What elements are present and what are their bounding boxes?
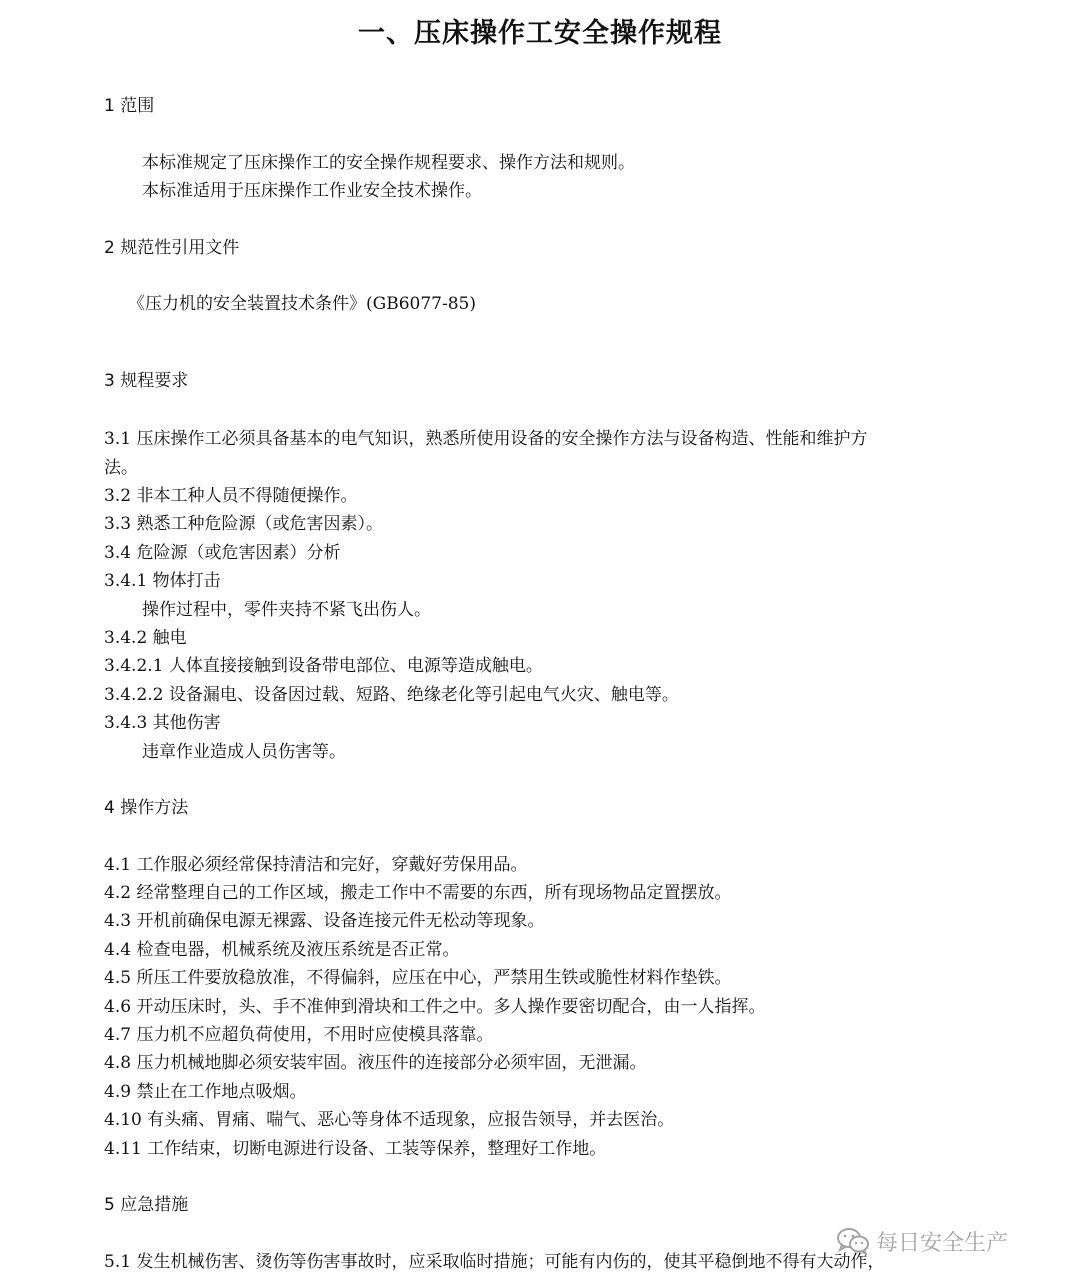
watermark bbox=[836, 1224, 1008, 1258]
clause: 4.4 检查电器，机械系统及液压系统是否正常。 bbox=[104, 940, 460, 960]
clause: 4.3 开机前确保电源无裸露、设备连接元件无松动等现象。 bbox=[104, 911, 545, 931]
clause-detail: 违章作业造成人员伤害等。 bbox=[142, 742, 346, 762]
clause: 4.11 工作结束，切断电源进行设备、工装等保养，整理好工作地。 bbox=[104, 1139, 607, 1159]
clause: 3.4.2.1 人体直接接触到设备带电部位、电源等造成触电。 bbox=[104, 656, 543, 676]
paragraph: 本标准适用于压床操作工作业安全技术操作。 bbox=[142, 181, 482, 201]
clause: 3.4 危险源（或危害因素）分析 bbox=[104, 543, 341, 563]
clause: 法。 bbox=[104, 458, 138, 478]
clause: 3.1 压床操作工必须具备基本的电气知识，熟悉所使用设备的安全操作方法与设备构造、性能和维护方 bbox=[104, 429, 868, 449]
clause: 4.2 经常整理自己的工作区域，搬走工作中不需要的东西，所有现场物品定置摆放。 bbox=[104, 883, 732, 903]
clause: 3.4.3 其他伤害 bbox=[104, 713, 221, 733]
section-heading-references: 2 规范性引用文件 bbox=[104, 238, 240, 258]
watermark-text: 每日安全生产 bbox=[876, 1230, 1009, 1256]
clause: 4.1 工作服必须经常保持清洁和完好，穿戴好劳保用品。 bbox=[104, 855, 528, 875]
clause: 4.7 压力机不应超负荷使用，不用时应使模具落靠。 bbox=[104, 1025, 494, 1045]
section-heading-requirements: 3 规程要求 bbox=[104, 371, 189, 391]
clause: 3.3 熟悉工种危险源（或危害因素）。 bbox=[104, 514, 383, 534]
document-title: 一、压床操作工安全操作规程 bbox=[358, 18, 722, 49]
clause: 3.4.2.2 设备漏电、设备因过载、短路、绝缘老化等引起电气火灾、触电等。 bbox=[104, 685, 679, 705]
section-heading-methods: 4 操作方法 bbox=[104, 798, 189, 818]
section-heading-scope: 1 范围 bbox=[104, 96, 155, 116]
clause: 3.4.2 触电 bbox=[104, 628, 187, 648]
clause: 5.1 发生机械伤害、烫伤等伤害事故时，应采取临时措施；可能有内伤的，使其平稳倒地不得有大动作， bbox=[104, 1252, 885, 1272]
section-heading-emergency: 5 应急措施 bbox=[104, 1195, 189, 1215]
reference-item: 《压力机的安全装置技术条件》(GB6077-85) bbox=[128, 294, 476, 314]
clause: 4.10 有头痛、胃痛、喘气、恶心等身体不适现象，应报告领导，并去医治。 bbox=[104, 1110, 675, 1130]
clause: 4.6 开动压床时，头、手不准伸到滑块和工件之中。多人操作要密切配合，由一人指挥。 bbox=[104, 997, 766, 1017]
clause: 3.2 非本工种人员不得随便操作。 bbox=[104, 486, 358, 506]
clause: 3.4.1 物体打击 bbox=[104, 571, 221, 591]
wechat-icon bbox=[836, 1227, 870, 1255]
clause: 4.5 所压工件要放稳放准，不得偏斜，应压在中心，严禁用生铁或脆性材料作垫铁。 bbox=[104, 968, 732, 988]
clause-detail: 操作过程中，零件夹持不紧飞出伤人。 bbox=[142, 600, 431, 620]
clause: 4.9 禁止在工作地点吸烟。 bbox=[104, 1082, 307, 1102]
paragraph: 本标准规定了压床操作工的安全操作规程要求、操作方法和规则。 bbox=[142, 153, 635, 173]
clause: 4.8 压力机械地脚必须安装牢固。液压件的连接部分必须牢固，无泄漏。 bbox=[104, 1053, 647, 1073]
